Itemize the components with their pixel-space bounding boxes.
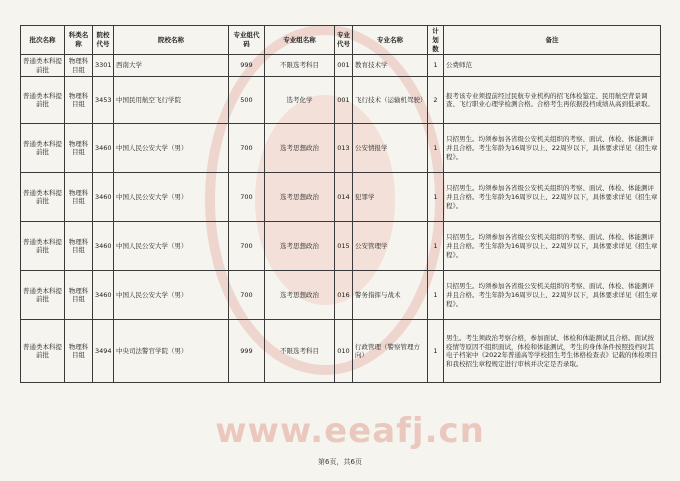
cell-major-code: 016 bbox=[335, 271, 353, 320]
cell-group-code: 999 bbox=[229, 320, 265, 383]
cell-group-name: 不限选考科目 bbox=[265, 320, 335, 383]
cell-remark: 报考该专业须提前经过民航专业机构的招飞体检鉴定、民用航空背景调查、飞行职业心理学检测合格。合格考生再依据投档成绩从高到低录取。 bbox=[444, 77, 661, 124]
cell-school-code: 3460 bbox=[93, 222, 114, 271]
header-school-name: 院校名称 bbox=[114, 26, 229, 55]
cell-remark: 只招男生。均须参加各省级公安机关组织的考察、面试、体检、体能测评并且合格。考生年龄为16周岁以上、22周岁以下，具体要求详见《招生章程》。 bbox=[444, 271, 661, 320]
cell-category: 物理科目组 bbox=[65, 173, 93, 222]
header-batch: 批次名称 bbox=[21, 26, 65, 55]
cell-group-name: 选考思想政治 bbox=[265, 173, 335, 222]
header-major-name: 专业名称 bbox=[353, 26, 428, 55]
cell-remark: 男生。考生须政治考察合格，参加面试、体检和体能测试且合格。面试按疫情等原因不组织面试，体检和体能测试，考生的身体条件按照投档时其电子档案中《2022年普通高等学校招生考生体格检查表》记载的体检项目和我校招生章程规定进行审核并决定是否录取。 bbox=[444, 320, 661, 383]
cell-category: 物理科目组 bbox=[65, 77, 93, 124]
cell-remark: 只招男生。均须参加各省级公安机关组织的考察、面试、体检、体能测评并且合格。考生年龄为16周岁以上、22周岁以下，具体要求详见《招生章程》。 bbox=[444, 222, 661, 271]
cell-school-name: 中国人民公安大学（男） bbox=[114, 124, 229, 173]
table-row bbox=[21, 320, 661, 383]
cell-remark: 只招男生。均须参加各省级公安机关组织的考察、面试、体检、体能测评并且合格。考生年龄为16周岁以上、22周岁以下，具体要求详见《招生章程》。 bbox=[444, 124, 661, 173]
cell-plan: 1 bbox=[428, 271, 444, 320]
cell-major-name: 教育技术学 bbox=[353, 55, 428, 77]
cell-school-name: 中国人民公安大学（男） bbox=[114, 173, 229, 222]
table-row bbox=[21, 77, 661, 124]
cell-major-name: 公安管理学 bbox=[353, 222, 428, 271]
cell-school-code: 3460 bbox=[93, 124, 114, 173]
cell-major-code: 013 bbox=[335, 124, 353, 173]
cell-school-code: 3494 bbox=[93, 320, 114, 383]
table-row bbox=[21, 222, 661, 271]
cell-category: 物理科目组 bbox=[65, 222, 93, 271]
table-row bbox=[21, 55, 661, 77]
cell-group-code: 700 bbox=[229, 173, 265, 222]
cell-major-name: 公安情报学 bbox=[353, 124, 428, 173]
page-footer: 第6页，共6页 bbox=[318, 458, 362, 466]
header-major-code: 专业代号 bbox=[335, 26, 353, 55]
cell-plan: 1 bbox=[428, 222, 444, 271]
cell-group-code: 700 bbox=[229, 124, 265, 173]
cell-plan: 1 bbox=[428, 124, 444, 173]
site-watermark: www.eeafj.cn bbox=[215, 411, 485, 451]
cell-group-name: 选考思想政治 bbox=[265, 124, 335, 173]
cell-batch: 普通类本科提前批 bbox=[21, 222, 65, 271]
cell-plan: 2 bbox=[428, 77, 444, 124]
cell-category: 物理科目组 bbox=[65, 320, 93, 383]
header-group-code: 专业组代码 bbox=[229, 26, 265, 55]
cell-major-code: 014 bbox=[335, 173, 353, 222]
header-school-code: 院校代号 bbox=[93, 26, 114, 55]
cell-plan: 1 bbox=[428, 173, 444, 222]
table-row bbox=[21, 271, 661, 320]
cell-school-name: 中国人民公安大学（男） bbox=[114, 222, 229, 271]
cell-school-name: 中国人民公安大学（男） bbox=[114, 271, 229, 320]
table-row bbox=[21, 173, 661, 222]
cell-group-code: 999 bbox=[229, 55, 265, 77]
cell-school-name: 西南大学 bbox=[114, 55, 229, 77]
cell-major-code: 015 bbox=[335, 222, 353, 271]
cell-group-name: 选考化学 bbox=[265, 77, 335, 124]
header-group-name: 专业组名称 bbox=[265, 26, 335, 55]
table-header-row bbox=[21, 26, 661, 55]
cell-batch: 普通类本科提前批 bbox=[21, 320, 65, 383]
cell-plan: 1 bbox=[428, 320, 444, 383]
cell-batch: 普通类本科提前批 bbox=[21, 271, 65, 320]
cell-school-name: 中央司法警官学院（男） bbox=[114, 320, 229, 383]
cell-batch: 普通类本科提前批 bbox=[21, 124, 65, 173]
cell-group-code: 700 bbox=[229, 222, 265, 271]
cell-batch: 普通类本科提前批 bbox=[21, 55, 65, 77]
cell-major-name: 飞行技术（运输机驾驶） bbox=[353, 77, 428, 124]
cell-school-name: 中国民用航空飞行学院 bbox=[114, 77, 229, 124]
cell-batch: 普通类本科提前批 bbox=[21, 173, 65, 222]
cell-major-code: 001 bbox=[335, 77, 353, 124]
cell-category: 物理科目组 bbox=[65, 271, 93, 320]
cell-remark: 只招男生。均须参加各省级公安机关组织的考察、面试、体检、体能测评并且合格。考生年龄为16周岁以上、22周岁以下，具体要求详见《招生章程》。 bbox=[444, 173, 661, 222]
admission-plan-table bbox=[20, 25, 661, 383]
cell-major-name: 犯罪学 bbox=[353, 173, 428, 222]
cell-category: 物理科目组 bbox=[65, 55, 93, 77]
cell-group-code: 700 bbox=[229, 271, 265, 320]
cell-group-name: 选考思想政治 bbox=[265, 271, 335, 320]
table-row bbox=[21, 124, 661, 173]
cell-major-name: 行政管理（警察管理方向） bbox=[353, 320, 428, 383]
header-remark: 备注 bbox=[444, 26, 661, 55]
cell-remark: 公费师范 bbox=[444, 55, 661, 77]
header-plan: 计划数 bbox=[428, 26, 444, 55]
cell-major-code: 010 bbox=[335, 320, 353, 383]
cell-category: 物理科目组 bbox=[65, 124, 93, 173]
cell-school-code: 3460 bbox=[93, 271, 114, 320]
cell-major-code: 001 bbox=[335, 55, 353, 77]
cell-batch: 普通类本科提前批 bbox=[21, 77, 65, 124]
cell-group-code: 500 bbox=[229, 77, 265, 124]
cell-school-code: 3453 bbox=[93, 77, 114, 124]
cell-group-name: 不限选考科目 bbox=[265, 55, 335, 77]
cell-plan: 1 bbox=[428, 55, 444, 77]
cell-school-code: 3301 bbox=[93, 55, 114, 77]
header-category: 科类名称 bbox=[65, 26, 93, 55]
cell-group-name: 选考思想政治 bbox=[265, 222, 335, 271]
cell-school-code: 3460 bbox=[93, 173, 114, 222]
cell-major-name: 警务指挥与战术 bbox=[353, 271, 428, 320]
